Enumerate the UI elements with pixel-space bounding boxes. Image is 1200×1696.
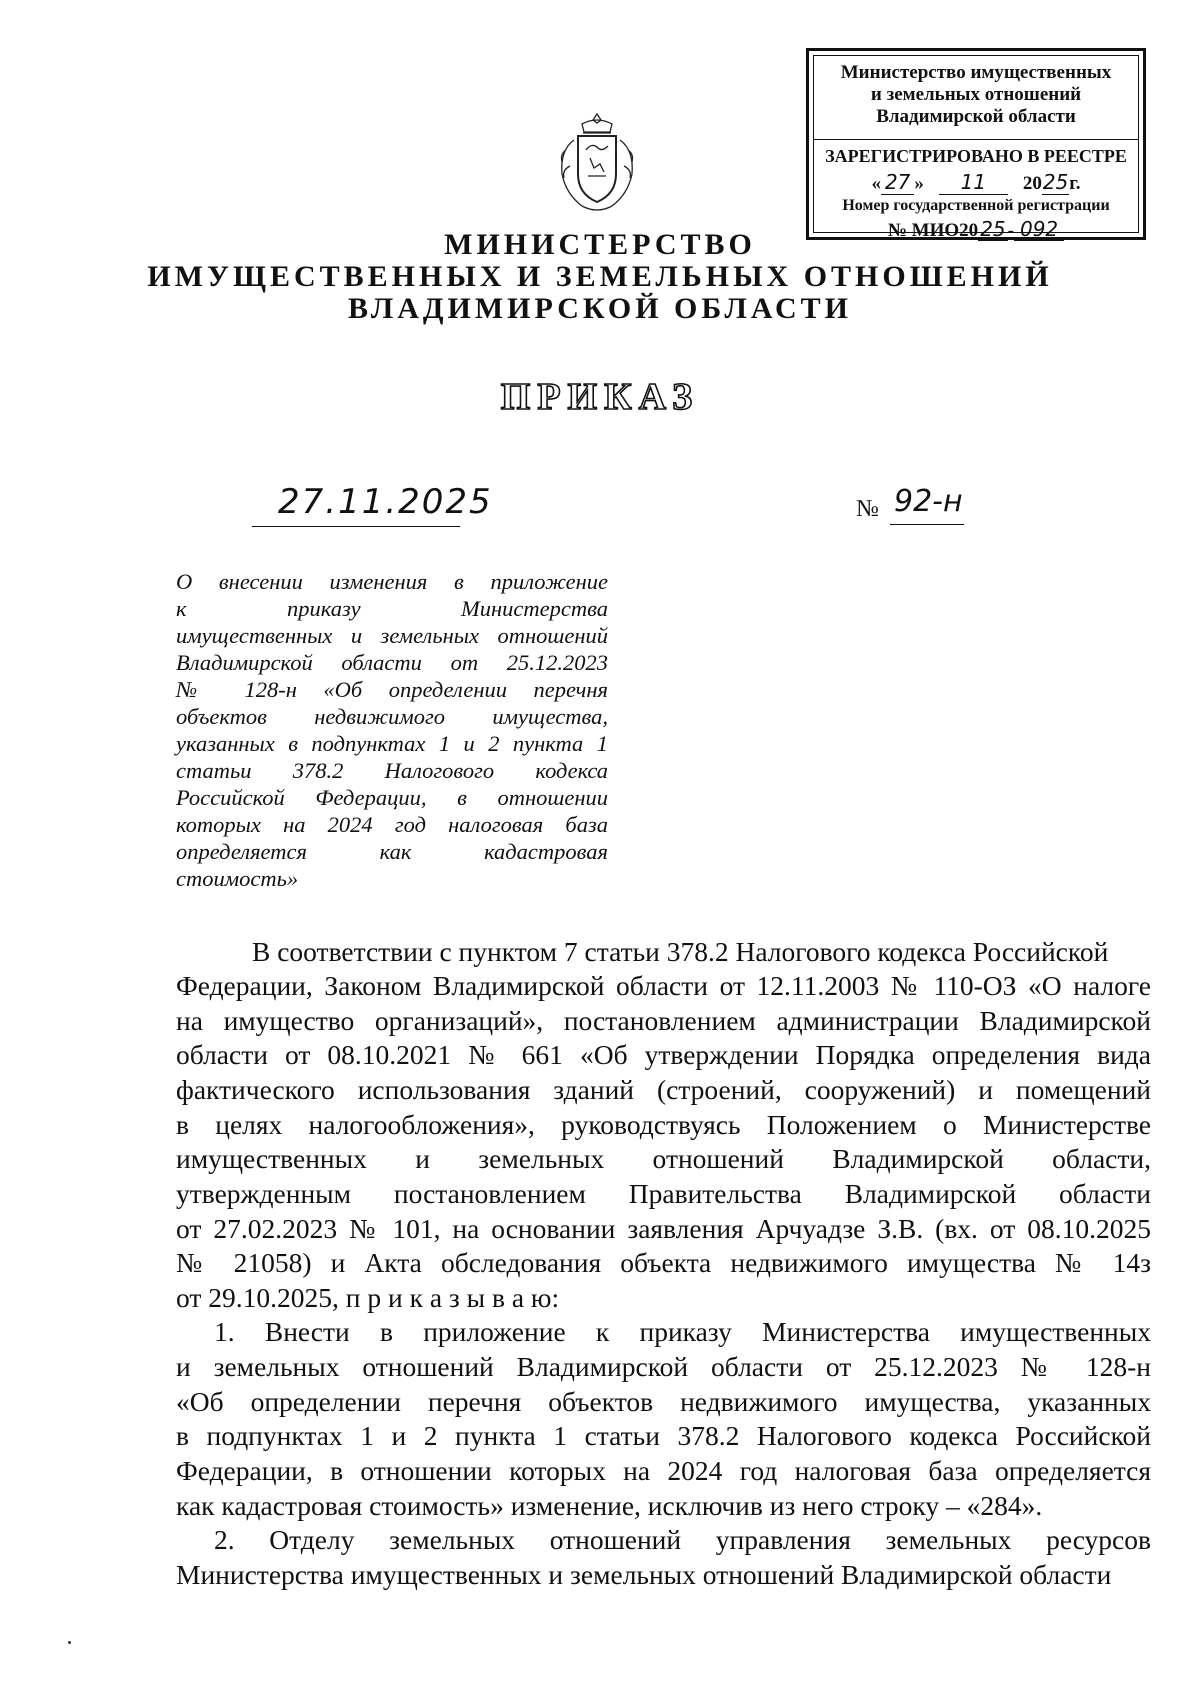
body-line: утвержденным постановлением Правительства Владимирской области <box>176 1178 1151 1209</box>
stamp-month: 11 <box>939 170 1008 195</box>
subject-line: указанных в подпунктах 1 и 2 пункта 1 <box>176 731 608 756</box>
subject-line: объектов недвижимого имущества, <box>176 704 608 729</box>
body-line: как кадастровая стоимость» изменение, исключив из него строку – «284». <box>176 1490 1043 1521</box>
stamp-registered-label: ЗАРЕГИСТРИРОВАНО В РЕЕСТРЕ <box>825 146 1127 166</box>
order-date-field <box>252 480 493 527</box>
ministry-heading-line3: ВЛАДИМИРСКОЙ ОБЛАСТИ <box>348 292 852 325</box>
stamp-day: 27 <box>881 170 914 195</box>
scan-speck <box>68 1641 71 1644</box>
subject-line: определяется как кадастровая <box>176 839 608 864</box>
subject-line: Российской Федерации, в отношении <box>176 785 608 810</box>
body-line: и земельных отношений Владимирской области от 25.12.2023 № 128-н <box>176 1351 1151 1382</box>
body-line: В соответствии с пунктом 7 статьи 378.2 Налогового кодекса Российской <box>252 936 1109 967</box>
stamp-divider <box>814 139 1138 140</box>
stamp-date: « 27 » 11 2025г. <box>871 170 1081 194</box>
body-line: Федерации, Законом Владимирской области от 12.11.2003 № 110-ОЗ «О налоге <box>176 970 1151 1001</box>
body-line: Федерации, в отношении которых на 2024 год налоговая база определяется <box>176 1455 1151 1486</box>
body-line: «Об определении перечня объектов недвижимого имущества, указанных <box>176 1386 1151 1417</box>
body-line: 2. Отделу земельных отношений управления земельных ресурсов <box>214 1524 1151 1555</box>
ministry-heading-line2: ИМУЩЕСТВЕННЫХ И ЗЕМЕЛЬНЫХ ОТНОШЕНИЙ <box>147 260 1053 293</box>
subject-line: Владимирской области от 25.12.2023 <box>176 650 608 675</box>
order-number-field <box>890 484 964 525</box>
subject-line: № 128-н «Об определении перечня <box>176 677 608 702</box>
subject-line: имущественных и земельных отношений <box>176 623 608 648</box>
body-line: фактического использования зданий (строений, сооружений) и помещений <box>176 1074 1151 1105</box>
body-line: в подпунктах 1 и 2 пункта 1 статьи 378.2 Налогового кодекса Российской <box>176 1420 1151 1451</box>
subject-line: О внесении изменения в приложение <box>176 569 608 594</box>
registration-stamp <box>806 48 1146 240</box>
subject-line: стоимость» <box>176 866 299 891</box>
stamp-state-reg-label: Номер государственной регистрации <box>842 197 1110 214</box>
body-line: Министерства имущественных и земельных отношений Владимирской области <box>176 1559 1112 1590</box>
order-number: 92-н <box>894 484 963 519</box>
subject-line: к приказу Министерства <box>176 596 608 621</box>
stamp-year: 25 <box>1042 170 1069 194</box>
subject-line: которых на 2024 год налоговая база <box>176 812 608 837</box>
body-line: в целях налогообложения», руководствуясь Положением о Министерстве <box>176 1109 1151 1140</box>
order-date: 27.11.2025 <box>278 482 493 522</box>
stamp-organization: Министерство имущественных и земельных отношений Владимирской области <box>840 62 1112 127</box>
body-line: от 29.10.2025, п р и к а з ы в а ю: <box>176 1282 560 1313</box>
body-line: № 21058) и Акта обследования объекта недвижимого имущества № 14з <box>176 1247 1151 1278</box>
stamp-reg-number: № МИО20 25 - 092 <box>814 218 1138 242</box>
document-type-title: ПРИКАЗ <box>500 376 700 418</box>
subject-line: статьи 378.2 Налогового кодекса <box>176 758 608 783</box>
body-line: на имущество организаций», постановлением администрации Владимирской <box>176 1005 1151 1036</box>
body-line: области от 08.10.2021 № 661 «Об утверждении Порядка определения вида <box>176 1039 1151 1070</box>
coat-of-arms-emblem <box>552 110 642 214</box>
body-line: от 27.02.2023 № 101, на основании заявления Арчуадзе З.В. (вх. от 08.10.2025 <box>176 1213 1151 1244</box>
body-line: 1. Внести в приложение к приказу Министерства имущественных <box>214 1316 1151 1347</box>
body-line: имущественных и земельных отношений Владимирской области, <box>176 1143 1151 1174</box>
order-number-sign: № <box>856 496 879 522</box>
ministry-heading-line1: МИНИСТЕРСТВО <box>444 228 756 261</box>
